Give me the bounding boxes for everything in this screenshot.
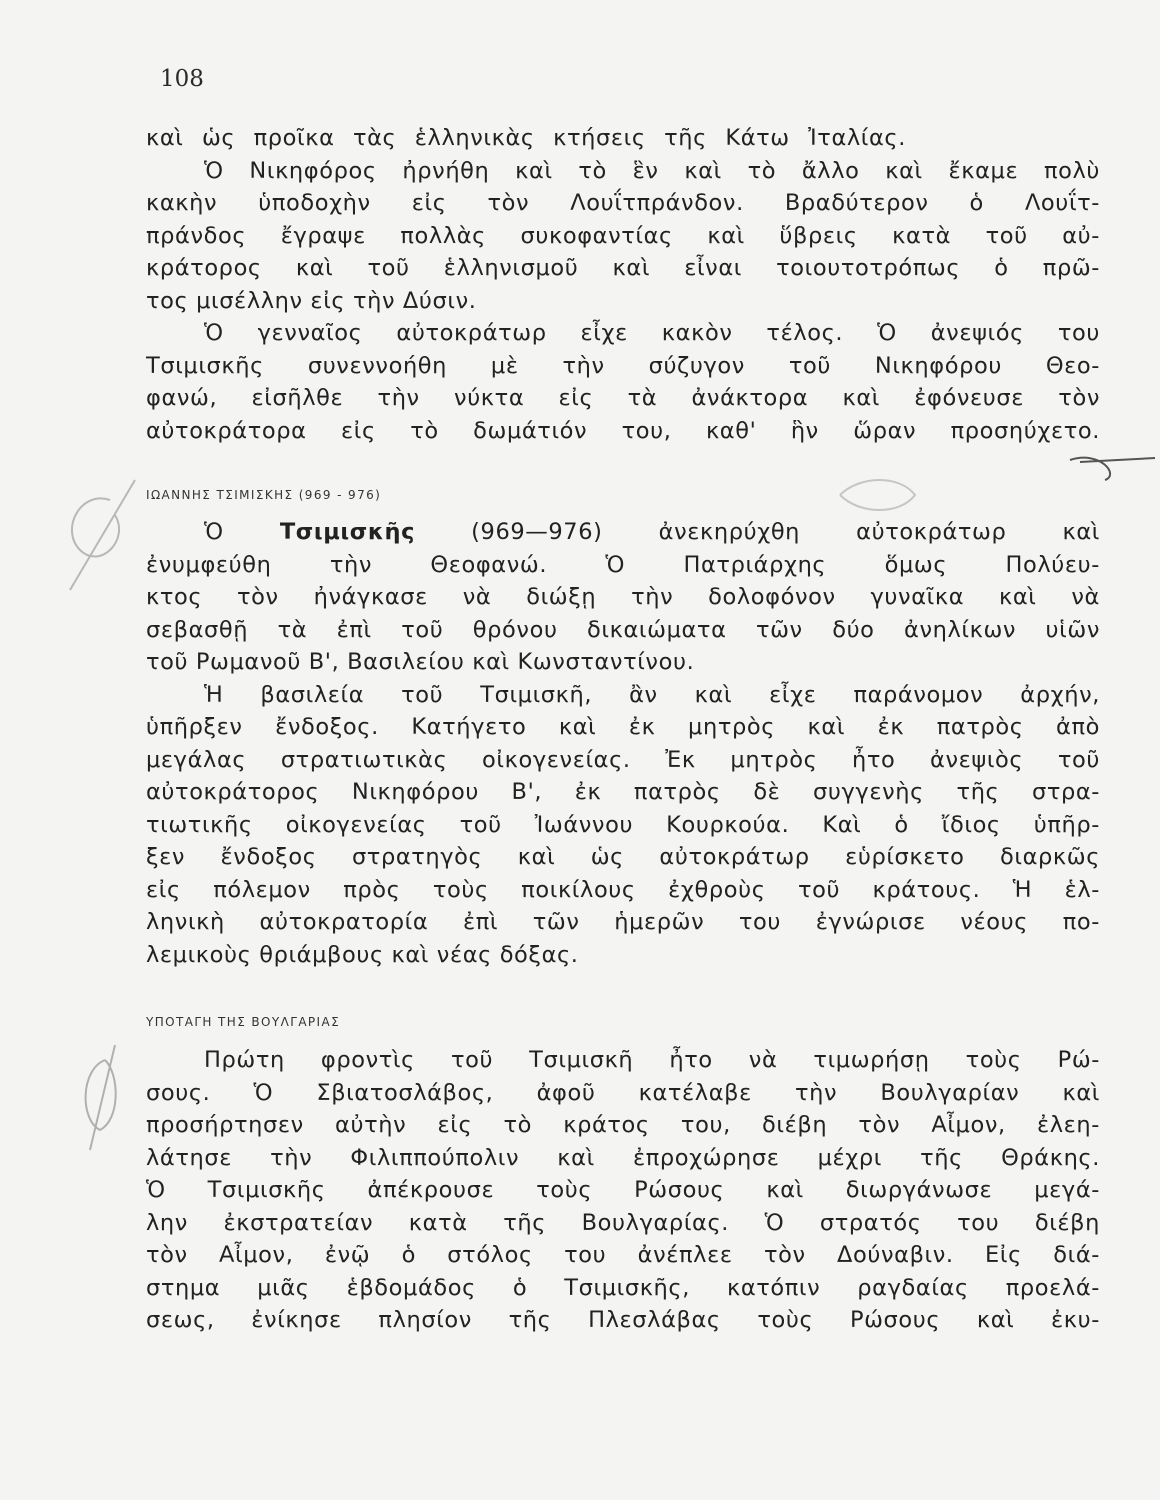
text-line: τιωτικῆς οἰκογενείας τοῦ Ἰωάννου Κουρκούα. Καὶ ὁ ἴδιος ὑπῆρ- bbox=[146, 811, 1100, 838]
text-line: σους. Ὁ Σβιατοσλάβος, ἀφοῦ κατέλαβε τὴν Βουλγαρίαν καὶ bbox=[146, 1079, 1100, 1106]
text-line: τὸν Αἶμον, ἐνῷ ὁ στόλος του ἀνέπλεε τὸν Δούναβιν. Εἰς διά- bbox=[146, 1242, 1100, 1268]
text-line: Ὁ Νικηφόρος ἠρνήθη καὶ τὸ ἓν καὶ τὸ ἄλλο καὶ ἔκαμε πολὺ bbox=[204, 157, 1100, 184]
text-line: κράτορος καὶ τοῦ ἑλληνισμοῦ καὶ εἶναι τοιουτοτρόπως ὁ πρῶ- bbox=[146, 255, 1100, 281]
text-line: ληνικὴ αὐτοκρατορία ἐπὶ τῶν ἡμερῶν του ἐγνώρισε νέους πο- bbox=[146, 909, 1100, 935]
text-line: ὑπῆρξεν ἔνδοξος. Κατήγετο καὶ ἐκ μητρὸς καὶ ἐκ πατρὸς ἀπὸ bbox=[146, 714, 1100, 740]
text-block-bulgaria bbox=[146, 1044, 1100, 1337]
pencil-annotation-end-mark bbox=[1060, 440, 1160, 500]
text-line: τοῦ Ρωμανοῦ Β', Βασιλείου καὶ Κωνσταντίνου. bbox=[146, 649, 695, 675]
text-line: αὐτοκράτορος Νικηφόρου Β', ἐκ πατρὸς δὲ συγγενὴς τῆς στρα- bbox=[146, 779, 1100, 805]
text-line: λεμικοὺς θριάμβους καὶ νέας δόξας. bbox=[146, 941, 579, 968]
text-line: σεβασθῇ τὰ ἐπὶ τοῦ θρόνου δικαιώματα τῶν δύο ἀνηλίκων υἱῶν bbox=[146, 616, 1100, 643]
text-block-nikephoros bbox=[146, 122, 1100, 447]
section-heading-tsimiskis: ΙΩΑΝΝΗΣ ΤΣΙΜΙΣΚΗΣ (969 - 976) bbox=[146, 488, 382, 502]
text-line: προσήρτησεν αὐτὴν εἰς τὸ κράτος του, διέβη τὸν Αἶμον, ἐλεη- bbox=[146, 1112, 1100, 1138]
text-line-first bbox=[146, 516, 1100, 549]
text-line: πράνδος ἔγραψε πολλὰς συκοφαντίας καὶ ὕβρεις κατὰ τοῦ αὐ- bbox=[146, 222, 1100, 249]
text-line: καὶ ὡς προῖκα τὰς ἑλληνικὰς κτήσεις τῆς Κάτω Ἰταλίας. bbox=[146, 125, 906, 151]
text-rest: (969—976) ἀνεκηρύχθη αὐτοκράτωρ καὶ bbox=[415, 519, 1100, 545]
text-line: λην ἐκστρατείαν κατὰ τῆς Βουλγαρίας. Ὁ στρατός του διέβη bbox=[146, 1209, 1100, 1236]
text-line: ἐνυμφεύθη τὴν Θεοφανώ. Ὁ Πατριάρχης ὅμως Πολύευ- bbox=[146, 551, 1100, 578]
text-line: Ὁ Τσιμισκῆς ἀπέκρουσε τοὺς Ρώσους καὶ διωργάνωσε μεγά- bbox=[146, 1177, 1100, 1203]
pencil-annotation-mid bbox=[820, 470, 940, 520]
text-line: εἰς πόλεμον πρὸς τοὺς ποικίλους ἐχθροὺς τοῦ κράτους. Ἡ ἑλ- bbox=[146, 876, 1100, 903]
page-number: 108 bbox=[160, 66, 204, 92]
text-line: λάτησε τὴν Φιλιππούπολιν καὶ ἐπροχώρησε μέχρι τῆς Θράκης. bbox=[146, 1144, 1100, 1171]
text-line: κτος τὸν ἠνάγκασε νὰ διώξῃ τὴν δολοφόνον γυναῖκα καὶ νὰ bbox=[146, 584, 1100, 610]
text-line: τος μισέλλην εἰς τὴν Δύσιν. bbox=[146, 287, 477, 314]
text-line: κακὴν ὑποδοχὴν εἰς τὸν Λουΐτπράνδον. Βραδύτερον ὁ Λουΐτ- bbox=[146, 190, 1100, 216]
text-line: ξεν ἔνδοξος στρατηγὸς καὶ ὡς αὐτοκράτωρ εὑρίσκετο διαρκῶς bbox=[146, 844, 1100, 870]
text-line: Πρώτη φροντὶς τοῦ Τσιμισκῆ ἦτο νὰ τιμωρήσῃ τοὺς Ρώ- bbox=[204, 1047, 1100, 1073]
text-block-tsimiskis bbox=[146, 516, 1100, 971]
section-heading-bulgaria: ΥΠΟΤΑΓΗ ΤΗΣ ΒΟΥΛΓΑΡΙΑΣ bbox=[146, 1015, 341, 1029]
text-line: αὐτοκράτορα εἰς τὸ δωμάτιόν του, καθ' ἣν ὥραν προσηύχετο. bbox=[146, 417, 1100, 444]
text-article: Ὁ bbox=[204, 519, 280, 545]
pencil-annotation-bottom bbox=[60, 1040, 140, 1160]
text-line: μεγάλας στρατιωτικὰς οἰκογενείας. Ἐκ μητρὸς ἦτο ἀνεψιὸς τοῦ bbox=[146, 746, 1100, 773]
text-line: Τσιμισκῆς συνεννοήθη μὲ τὴν σύζυγον τοῦ Νικηφόρου Θεο- bbox=[146, 352, 1100, 379]
text-line: στημα μιᾶς ἑβδομάδος ὁ Τσιμισκῆς, κατόπιν ραγδαίας προελά- bbox=[146, 1274, 1100, 1301]
text-line: Ὁ γενναῖος αὐτοκράτωρ εἶχε κακὸν τέλος. Ὁ ἀνεψιός του bbox=[204, 320, 1100, 346]
text-line: σεως, ἐνίκησε πλησίον τῆς Πλεσλάβας τοὺς Ρώσους καὶ ἐκυ- bbox=[146, 1307, 1100, 1333]
text-line: Ἡ βασιλεία τοῦ Τσιμισκῆ, ἂν καὶ εἶχε παράνομον ἀρχήν, bbox=[204, 681, 1100, 708]
emperor-name-bold: Τσιμισκῆς bbox=[279, 519, 416, 545]
text-line: φανώ, εἰσῆλθε τὴν νύκτα εἰς τὰ ἀνάκτορα καὶ ἐφόνευσε τὸν bbox=[146, 385, 1100, 411]
